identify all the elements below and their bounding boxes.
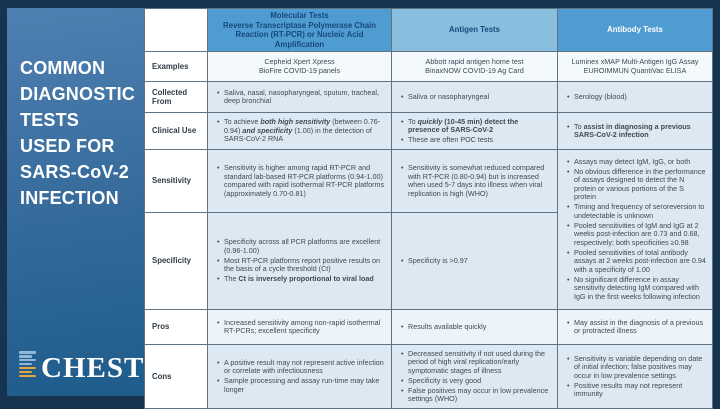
cell-cons-molecular — [208, 345, 392, 409]
cell-collected-antigen — [392, 82, 558, 113]
page-title — [7, 8, 144, 211]
cell-specificity-antigen — [392, 213, 558, 310]
bullet-list — [216, 319, 385, 336]
title-line: TESTS — [20, 110, 80, 130]
table-row-sensitivity — [145, 150, 713, 213]
cell-clinical-antibody — [558, 113, 713, 150]
header-line: Antigen Tests — [449, 25, 500, 35]
cell-examples-antigen — [392, 52, 558, 82]
bullet-list — [566, 158, 706, 302]
logo-stripe — [19, 355, 32, 357]
row-label-collected: Collected From — [145, 82, 208, 113]
cell-clinical-molecular — [208, 113, 392, 150]
bullet-item: • To assist in diagnosing a previous SARS-CoV-2 infection — [566, 123, 706, 140]
header-line: Molecular Tests — [270, 11, 329, 20]
logo-stripe — [19, 371, 32, 373]
row-label-pros: Pros — [145, 310, 208, 345]
bullet-item: • Sensitivity is variable depending on date of initial infection; false positives may occur in low prevalence settings — [566, 355, 706, 381]
bullet-item: • Saliva, nasal, nasopharyngeal, sputum, tracheal, deep bronchial — [216, 89, 385, 106]
column-header-antibody-tests — [558, 9, 713, 52]
bullet-item: • Specificity across all PCR platforms are excellent (0.96-1.00) — [216, 238, 385, 255]
logo-stripe — [19, 363, 32, 365]
bullet-item: • May assist in the diagnosis of a previous or protracted illness — [566, 319, 706, 336]
bullet-list — [400, 350, 551, 404]
table-row-pros — [145, 310, 713, 345]
bullet-list — [566, 123, 706, 140]
cell-cons-antibody — [558, 345, 713, 409]
bullet-list — [216, 118, 385, 144]
row-label-specificity: Specificity — [145, 213, 208, 310]
bullet-item: • Saliva or nasopharyngeal — [400, 93, 551, 102]
table-row-clinical — [145, 113, 713, 150]
header-line: Antibody Tests — [607, 25, 663, 35]
bullet-item: • No significant difference in assay sensitivity detecting IgM compared with IgG in the first weeks following infection — [566, 276, 706, 302]
table-row-examples — [145, 52, 713, 82]
bullet-list — [216, 89, 385, 106]
bullet-list — [400, 118, 551, 145]
example-line: Abbott rapid antigen home test — [425, 57, 524, 66]
cell-pros-molecular — [208, 310, 392, 345]
bullet-item: • Sensitivity is somewhat reduced compared with RT-PCR (0.80-0.94) but is increased when used 5-7 days into illness when viral replication is high (WHO) — [400, 164, 551, 198]
table-row-collected — [145, 82, 713, 113]
bullet-item: • To achieve both high sensitivity (between 0.76-0.94) and specificity (1.00) in the detection of SARS-CoV-2 RNA — [216, 118, 385, 144]
header-line: Reverse Transcriptase Polymerase Chain Reaction (RT-PCR) or Nucleic Acid Amplification — [223, 20, 376, 49]
bullet-item: • The Ct is inversely proportional to viral load — [216, 275, 385, 284]
cell-sensitivity-molecular — [208, 150, 392, 213]
logo-stripe — [19, 351, 36, 353]
row-label-clinical: Clinical Use — [145, 113, 208, 150]
title-line: DIAGNOSTIC — [20, 84, 136, 104]
cell-collected-antibody — [558, 82, 713, 113]
cell-clinical-antigen — [392, 113, 558, 150]
bullet-item: • Serology (blood) — [566, 93, 706, 102]
header-row — [145, 9, 713, 52]
bullet-list — [566, 93, 706, 102]
bullet-item: • Results available quickly — [400, 323, 551, 332]
logo-stripe — [19, 359, 36, 361]
row-label-examples: Examples — [145, 52, 208, 82]
title-line: USED FOR — [20, 136, 115, 156]
bullet-item: • Specificity is >0.97 — [400, 257, 551, 266]
example-line: EUROIMMUN QuantiVac ELISA — [583, 65, 687, 75]
bullet-list — [400, 257, 551, 266]
column-header-molecular-tests — [208, 9, 392, 52]
bullet-item: • Pooled sensitivities of IgM and IgG at 2 weeks post-infection are 0.73 and 0.68, respectively; both specificities ≥0.98 — [566, 222, 706, 248]
bullet-item: • Sample processing and assay run-time may take longer — [216, 377, 385, 394]
example-line: BinaxNOW COVID-19 Ag Card — [425, 65, 524, 75]
bullet-item: • To quickly (10-45 min) detect the presence of SARS-CoV-2 — [400, 118, 551, 135]
cell-pros-antibody — [558, 310, 713, 345]
bullet-item: • No obvious difference in the performance of assays designed to detect the N protein or various portions of the S protein — [566, 168, 706, 202]
chest-logo — [19, 351, 155, 384]
cell-examples-antibody — [558, 52, 713, 82]
logo-stripe — [19, 375, 36, 377]
bullet-item: • Increased sensitivity among non-rapid isothermal RT-PCRs; excellent specificity — [216, 319, 385, 336]
title-line: INFECTION — [20, 188, 119, 208]
logo-stripe — [19, 367, 36, 369]
bullet-list — [216, 164, 385, 198]
table-row-cons — [145, 345, 713, 409]
bullet-item: • Most RT-PCR platforms report positive results on the basis of a cycle threshold (Ct) — [216, 257, 385, 274]
bullet-item: • Decreased sensitivity if not used during the period of high viral replication/early symptomatic stages of illness — [400, 350, 551, 376]
example-line: Luminex xMAP Multi-Antigen IgG Assay — [571, 57, 699, 66]
cell-specificity-molecular — [208, 213, 392, 310]
cell-cons-antigen — [392, 345, 558, 409]
bullet-item: • Timing and frequency of seroreversion to undetectable is unknown — [566, 203, 706, 220]
bullet-item: • Pooled sensitivities of total antibody assays at 2 weeks post-infection are 0.94 with a specificity of 1.00 — [566, 249, 706, 275]
example-line: BioFire COVID-19 panels — [258, 65, 341, 75]
bullet-item: • Assays may detect IgM, IgG, or both — [566, 158, 706, 167]
diagnostic-tests-table — [144, 8, 712, 403]
bullet-item: • Sensitivity is higher among rapid RT-PCR and standard lab-based RT-PCR platforms (0.94-1.00) compared with rapid isothermal RT-PCR platforms (approximately 0.70-0.81) — [216, 164, 385, 198]
sidebar — [7, 8, 144, 396]
bullet-list — [566, 319, 706, 336]
cell-examples-molecular — [208, 52, 392, 82]
bullet-item: • Specificity is very good — [400, 377, 551, 386]
bullet-list — [400, 323, 551, 332]
chest-stripes-icon — [19, 351, 36, 381]
column-header-antigen-tests — [392, 9, 558, 52]
title-line: COMMON — [20, 58, 106, 78]
bullet-item: • A positive result may not represent active infection or correlate with infectiousness — [216, 359, 385, 376]
chest-logo-text: CHEST — [41, 352, 145, 384]
example-line: Cepheid Xpert Xpress — [264, 57, 335, 66]
bullet-list — [400, 164, 551, 198]
row-label-cons: Cons — [145, 345, 208, 409]
cell-sensitivity-antibody — [558, 150, 713, 310]
corner-cell — [145, 9, 208, 52]
comparison-table — [144, 8, 713, 409]
bullet-list — [400, 93, 551, 102]
cell-sensitivity-antigen — [392, 150, 558, 213]
bullet-list — [566, 355, 706, 399]
title-line: SARS-CoV-2 — [20, 162, 130, 182]
cell-collected-molecular — [208, 82, 392, 113]
bullet-item: • False positives may occur in low prevalence settings (WHO) — [400, 387, 551, 404]
row-label-sensitivity: Sensitivity — [145, 150, 208, 213]
cell-pros-antigen — [392, 310, 558, 345]
bullet-list — [216, 359, 385, 395]
bullet-item: • Positive results may not represent immunity — [566, 382, 706, 399]
bullet-list — [216, 238, 385, 284]
bullet-item: • These are often POC tests — [400, 136, 551, 145]
